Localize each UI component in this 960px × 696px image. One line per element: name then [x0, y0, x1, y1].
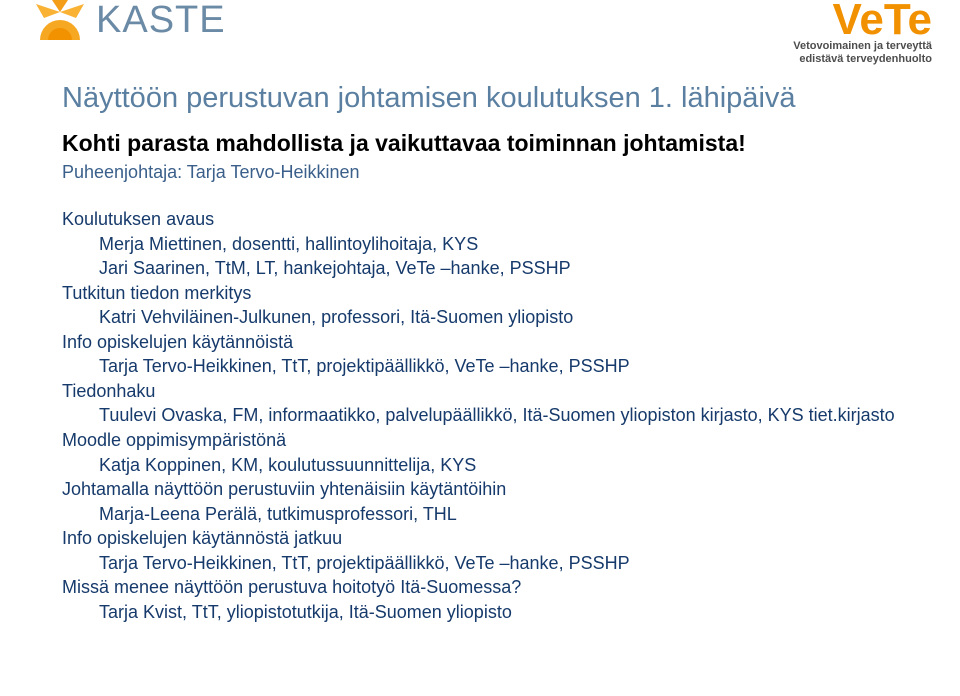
program-speaker: Tarja Tervo-Heikkinen, TtT, projektipäällikkö, VeTe –hanke, PSSHP [99, 552, 630, 573]
kaste-logo [30, 0, 230, 40]
vete-logo [772, 0, 932, 66]
vete-tagline-line1: Vetovoimainen ja terveyttä [793, 40, 932, 52]
chairperson-line: Puheenjohtaja: Tarja Tervo-Heikkinen [62, 162, 360, 182]
program-topic: Missä menee näyttöön perustuva hoitotyö Itä-Suomessa? [62, 577, 522, 597]
program-topic: Info opiskelujen käytännöistä [62, 331, 294, 352]
program-speaker: Tarja Tervo-Heikkinen, TtT, projektipäällikkö, VeTe –hanke, PSSHP [99, 356, 630, 376]
program-speaker: Jari Saarinen, TtM, LT, hankejohtaja, VeTe –hanke, PSSHP [99, 258, 571, 278]
kaste-logo-text: KASTE [96, 0, 226, 41]
page-title: Näyttöön perustuvan johtamisen koulutuksen 1. lähipäivä [62, 82, 796, 114]
program-topic: Tutkitun tiedon merkitys [62, 282, 252, 303]
vete-tagline-line2: edistävä terveydenhuolto [799, 53, 932, 65]
program-topic: Moodle oppimisympäristönä [62, 430, 287, 450]
program-topic: Info opiskelujen käytännöstä jatkuu [62, 528, 343, 548]
program-speaker: Katja Koppinen, KM, koulutussuunnittelija, KYS [99, 454, 477, 475]
page-subtitle: Kohti parasta mahdollista ja vaikuttavaa toiminnan johtamista! [62, 130, 746, 156]
program-speaker: Tarja Kvist, TtT, yliopistotutkija, Itä-Suomen yliopisto [99, 601, 512, 622]
vete-logo-title: VeTe [832, 0, 932, 44]
program-speaker: Tuulevi Ovaska, FM, informaatikko, palvelupäällikkö, Itä-Suomen yliopiston kirjasto, KYS tiet.kirjasto [99, 405, 895, 425]
program-speaker: Katri Vehviläinen-Julkunen, professori, Itä-Suomen yliopisto [99, 307, 574, 327]
program-speaker: Marja-Leena Perälä, tutkimusprofessori, THL [99, 503, 457, 524]
program-list [62, 207, 942, 624]
program-topic: Tiedonhaku [62, 380, 156, 401]
program-topic: Koulutuksen avaus [62, 209, 215, 229]
kaste-sun-icon [30, 0, 90, 40]
program-speaker: Merja Miettinen, dosentti, hallintoylihoitaja, KYS [99, 233, 479, 254]
program-topic: Johtamalla näyttöön perustuviin yhtenäisiin käytäntöihin [62, 479, 507, 499]
